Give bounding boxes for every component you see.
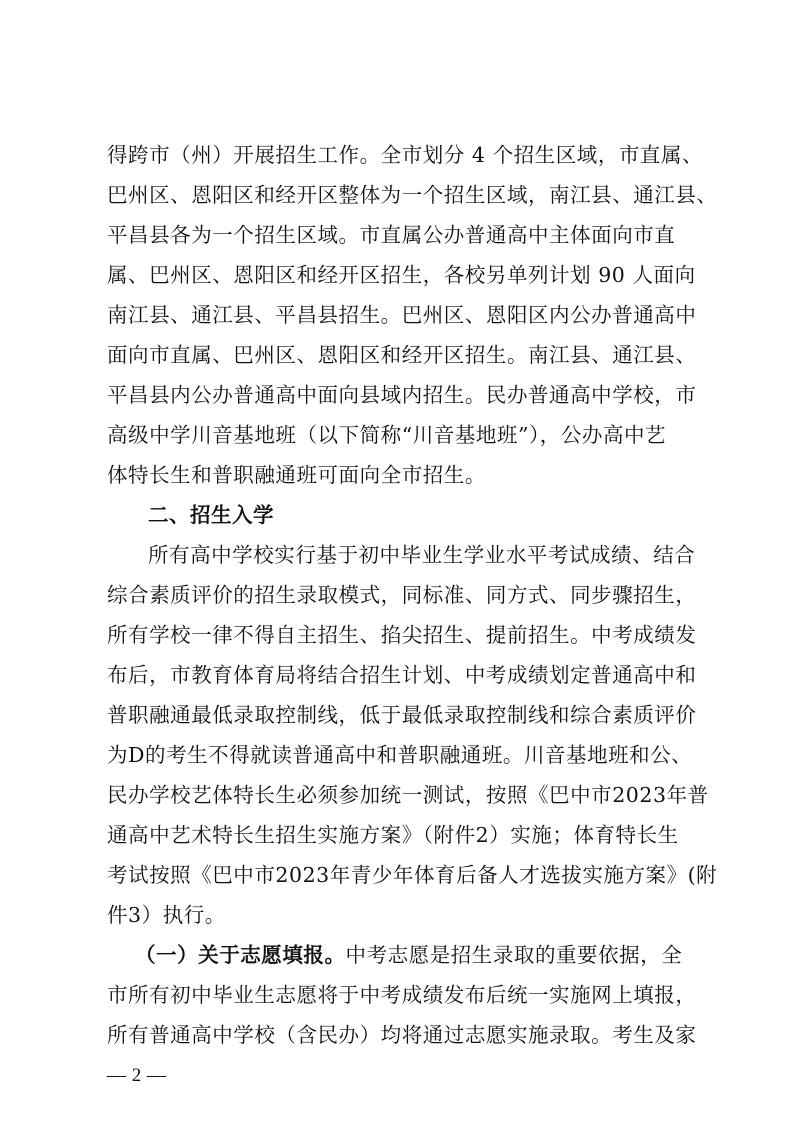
section-heading: 二、招生入学 xyxy=(148,503,274,527)
paragraph-line: 考试按照《巴中市2023年青少年体育后备人才选拔实施方案》(附 xyxy=(107,863,718,887)
paragraph-line: 巴州区、恩阳区和经开区整体为一个招生区域，南江县、通江县、 xyxy=(107,183,718,207)
paragraph-line: 民办学校艺体特长生必须参加统一测试，按照《巴中市2023年普 xyxy=(107,783,709,807)
page-number: — 2 — xyxy=(107,1065,167,1086)
paragraph-line: 所有高中学校实行基于初中毕业生学业水平考试成绩、结合 xyxy=(148,543,696,567)
subsection-heading: （一）关于志愿填报。 xyxy=(135,943,346,967)
paragraph-line: 平昌县各为一个招生区域。市直属公办普通高中主体面向市直 xyxy=(107,223,676,247)
paragraph-line: 所有学校一律不得自主招生、掐尖招生、提前招生。中考成绩发 xyxy=(107,623,697,647)
paragraph-line: 布后，市教育体育局将结合招生计划、中考成绩划定普通高中和 xyxy=(107,663,697,687)
paragraph-line: 为D的考生不得就读普通高中和普职融通班。川音基地班和公、 xyxy=(107,743,693,767)
paragraph-line: 普职融通最低录取控制线，低于最低录取控制线和综合素质评价 xyxy=(107,703,697,727)
paragraph-line: 所有普通高中学校（含民办）均将通过志愿实施录取。考生及家 xyxy=(107,1023,697,1047)
paragraph-line: 综合素质评价的招生录取模式，同标准、同方式、同步骤招生， xyxy=(107,583,697,607)
paragraph-first-line xyxy=(135,940,690,970)
paragraph-line: 通高中艺术特长生招生实施方案》（附件2）实施；体育特长生 xyxy=(107,823,679,847)
paragraph-line: 得跨市（州）开展招生工作。全市划分 4 个招生区域，市直属、 xyxy=(107,143,704,167)
paragraph-line: 高级中学川音基地班（以下简称“川音基地班”），公办高中艺 xyxy=(107,423,667,447)
paragraph-line: 南江县、通江县、平昌县招生。巴州区、恩阳区内公办普通高中 xyxy=(107,303,697,327)
paragraph-text: 中考志愿是招生录取的重要依据，全 xyxy=(345,943,683,967)
paragraph-line: 体特长生和普职融通班可面向全市招生。 xyxy=(107,463,486,487)
paragraph-line: 平昌县内公办普通高中面向县域内招生。民办普通高中学校，市 xyxy=(107,383,697,407)
paragraph-line: 件3）执行。 xyxy=(107,903,226,927)
paragraph-line: 属、巴州区、恩阳区和经开区招生，各校另单列计划 90 人面向 xyxy=(107,263,696,287)
paragraph-line: 市所有初中毕业生志愿将于中考成绩发布后统一实施网上填报， xyxy=(107,983,697,1007)
paragraph-line: 面向市直属、巴州区、恩阳区和经开区招生。南江县、通江县、 xyxy=(107,343,697,367)
